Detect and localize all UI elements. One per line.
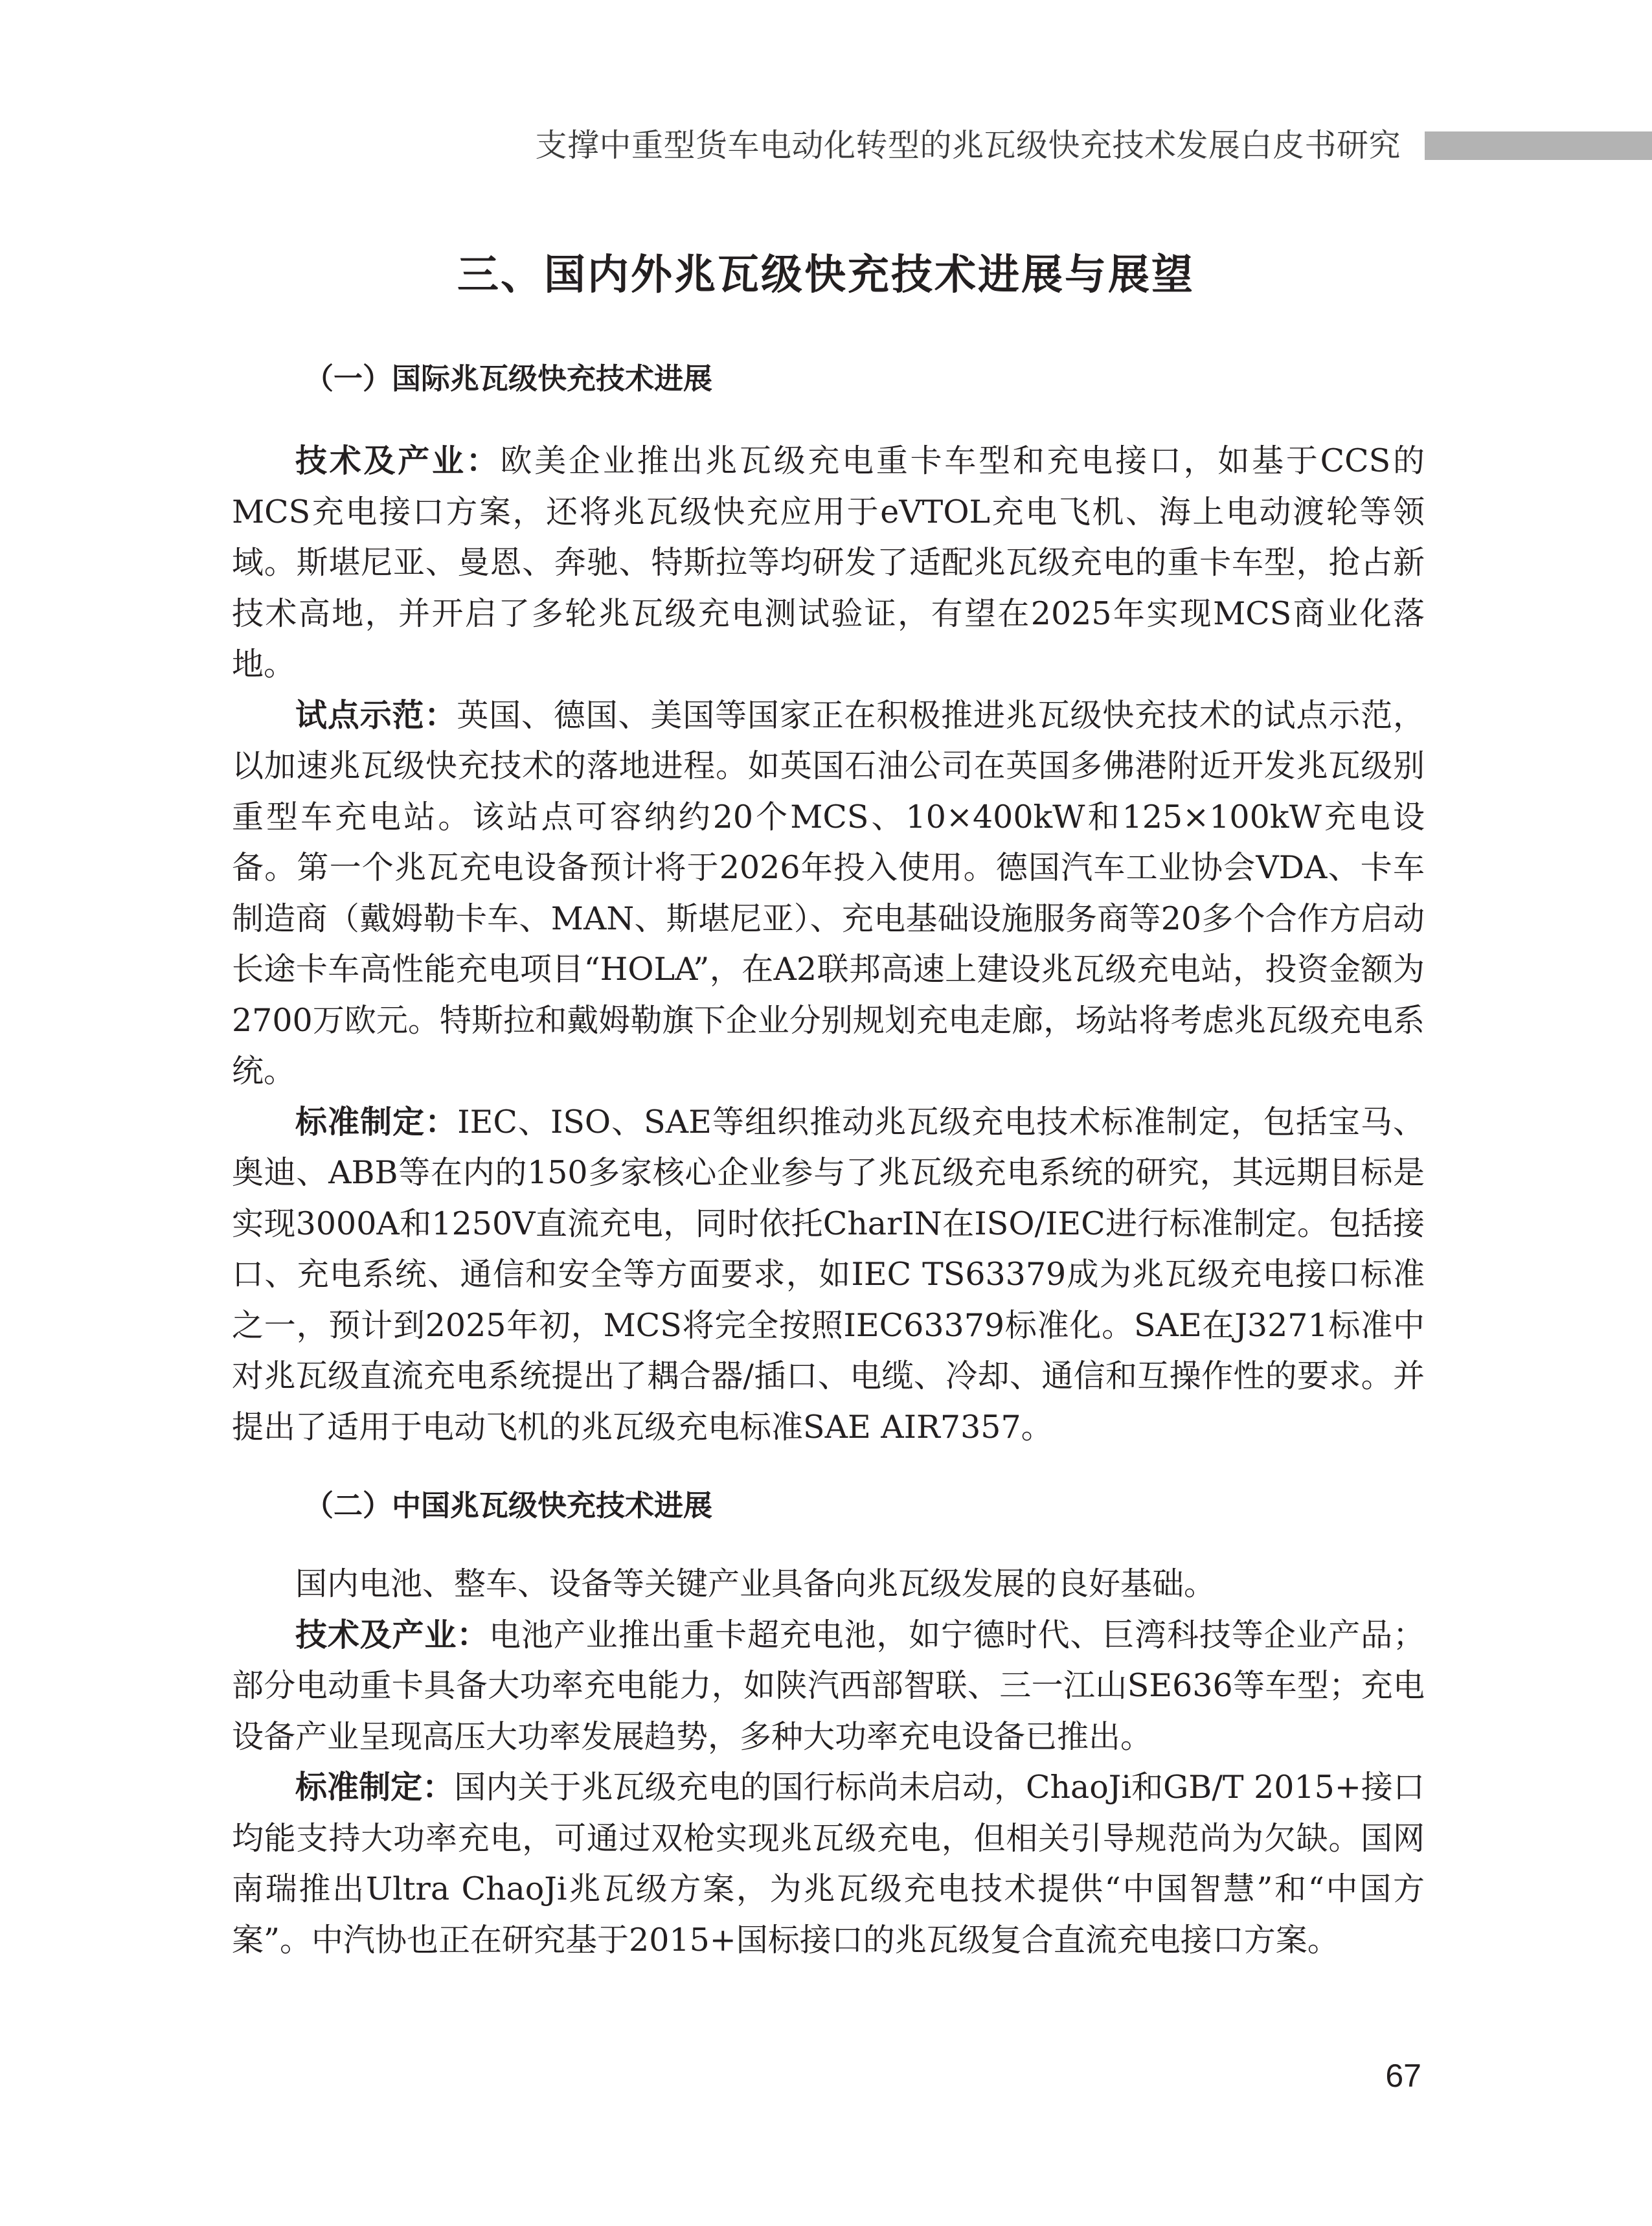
running-title: 支撑中重型货车电动化转型的兆瓦级快充技术发展白皮书研究 <box>535 127 1401 164</box>
paragraph-lead: 技术及产业： <box>295 1616 490 1653</box>
chapter-title: 三、国内外兆瓦级快充技术进展与展望 <box>457 251 1195 299</box>
paragraph-text: 电池产业推出重卡超充电池，如宁德时代、巨湾科技等企业产品；部分电动重卡具备大功率充电能力，如陕汽西部智联、三一江山SE636等车型；充电设备产业呈现高压大功率发展趋势，多种大功率充电设备已推出。 <box>232 1616 1425 1755</box>
page-number: 67 <box>1385 2058 1421 2094</box>
header-gray-bar <box>1425 131 1652 160</box>
paragraph-text: IEC、ISO、SAE等组织推动兆瓦级充电技术标准制定，包括宝马、奥迪、ABB等在内的150多家核心企业参与了兆瓦级充电系统的研究，其远期目标是实现3000A和1250V直流充电，同时依托CharIN在ISO/IEC进行标准制定。包括接口、充电系统、通信和安全等方面要求，如IEC TS63379成为兆瓦级充电接口标准之一，预计到2025年初，MCS将完全按照IEC63379标准化。SAE在J3271标准中对兆瓦级直流充电系统提出了耦合器/插口、电缆、冷却、通信和互操作性的要求。并提出了适用于电动飞机的兆瓦级充电标准SAE AIR7357。 <box>232 1103 1425 1446</box>
section-heading-international: （一）国际兆瓦级快充技术进展 <box>304 361 713 396</box>
paragraph-text: 英国、德国、美国等国家正在积极推进兆瓦级快充技术的试点示范，以加速兆瓦级快充技术的落地进程。如英国石油公司在英国多佛港附近开发兆瓦级别重型车充电站。该站点可容纳约20个MCS、10×400kW和125×100kW充电设备。第一个兆瓦充电设备预计将于2026年投入使用。德国汽车工业协会VDA、卡车制造商（戴姆勒卡车、MAN、斯堪尼亚）、充电基础设施服务商等20多个合作方启动长途卡车高性能充电项目“HOLA”，在A2联邦高速上建设兆瓦级充电站，投资金额为2700万欧元。特斯拉和戴姆勒旗下企业分别规划充电走廊，场站将考虑兆瓦级充电系统。 <box>232 696 1425 1089</box>
section-body-china <box>232 1559 1425 1966</box>
paragraph <box>232 436 1425 690</box>
paragraph-text: 欧美企业推出兆瓦级充电重卡车型和充电接口，如基于CCS的MCS充电接口方案，还将兆瓦级快充应用于eVTOL充电飞机、海上电动渡轮等领域。斯堪尼亚、曼恩、奔驰、特斯拉等均研发了适配兆瓦级充电的重卡车型，抢占新技术高地，并开启了多轮兆瓦级充电测试验证，有望在2025年实现MCS商业化落地。 <box>232 442 1425 683</box>
paragraph: 国内电池、整车、设备等关键产业具备向兆瓦级发展的良好基础。 <box>295 1565 1216 1602</box>
paragraph <box>232 1610 1425 1763</box>
paragraph <box>232 1762 1425 1966</box>
section-body-international <box>232 436 1425 1453</box>
section-heading-china: （二）中国兆瓦级快充技术进展 <box>304 1488 713 1523</box>
paragraph <box>232 690 1425 1097</box>
paragraph-lead: 技术及产业： <box>295 442 501 479</box>
paragraph-lead: 标准制定： <box>295 1103 458 1141</box>
paragraph <box>232 1097 1425 1453</box>
paragraph-lead: 标准制定： <box>295 1769 455 1806</box>
paragraph-lead: 试点示范： <box>295 696 457 734</box>
paragraph-text: 国内关于兆瓦级充电的国行标尚未启动，ChaoJi和GB/T 2015+接口均能支持大功率充电，可通过双枪实现兆瓦级充电，但相关引导规范尚为欠缺。国网南瑞推出Ultra ChaoJi兆瓦级方案，为兆瓦级充电技术提供“中国智慧”和“中国方案”。中汽协也正在研究基于2015+国标接口的兆瓦级复合直流充电接口方案。 <box>232 1769 1425 1959</box>
running-header <box>0 123 1652 168</box>
